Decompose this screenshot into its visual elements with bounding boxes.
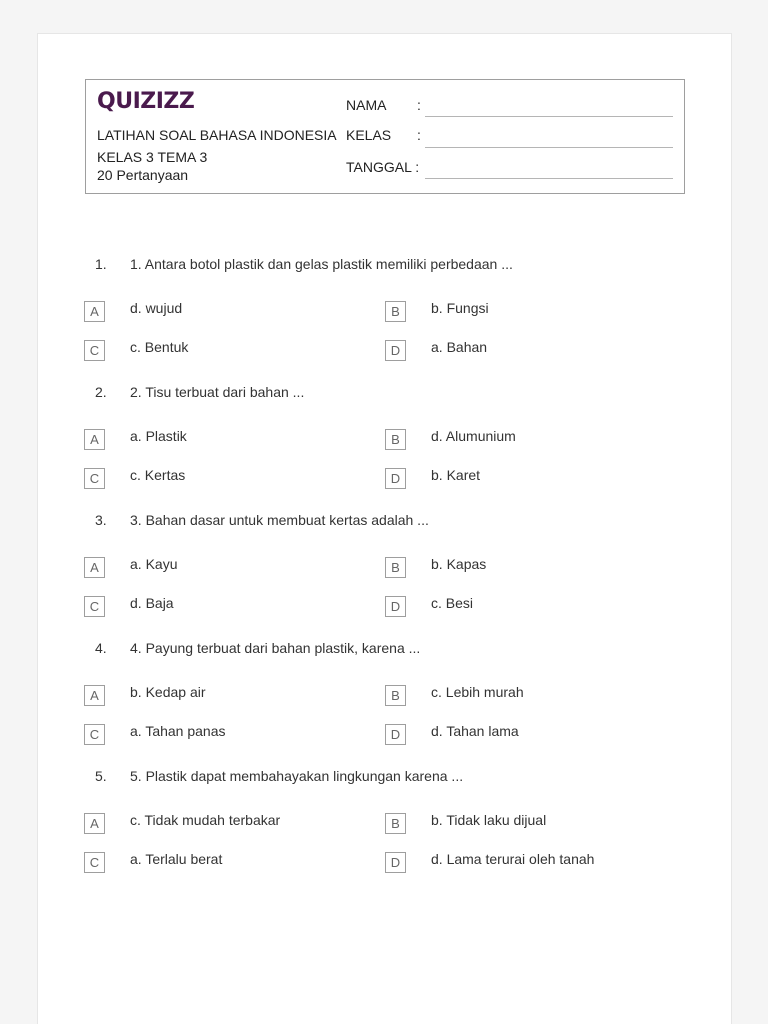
option-text: c. Bentuk (130, 339, 189, 355)
question-number: 5. (95, 768, 107, 784)
option-letter-box[interactable]: C (84, 468, 105, 489)
option-text: b. Tidak laku dijual (431, 812, 547, 828)
question-count: 20 Pertanyaan (97, 167, 189, 183)
worksheet-title-line2: KELAS 3 TEMA 3 (97, 149, 208, 165)
quizizz-logo: QUIZIZZ (97, 89, 195, 114)
option-text: d. Alumunium (431, 428, 516, 444)
option-letter-box[interactable]: C (84, 340, 105, 361)
option-letter-box[interactable]: B (385, 813, 406, 834)
option-text: b. Karet (431, 467, 481, 483)
option-text: b. Fungsi (431, 300, 489, 316)
option-text: a. Terlalu berat (130, 851, 223, 867)
option-letter-box[interactable]: D (385, 340, 406, 361)
option-text: a. Plastik (130, 428, 187, 444)
option-letter-box[interactable]: A (84, 557, 105, 578)
option-letter-box[interactable]: C (84, 724, 105, 745)
option-text: c. Tidak mudah terbakar (130, 812, 281, 828)
nama-input-line[interactable] (425, 116, 673, 117)
option-text: d. Tahan lama (431, 723, 519, 739)
option-letter-box[interactable]: B (385, 429, 406, 450)
option-letter-box[interactable]: B (385, 301, 406, 322)
question-number: 4. (95, 640, 107, 656)
question-number: 1. (95, 256, 107, 272)
option-letter-box[interactable]: D (385, 596, 406, 617)
option-letter-box[interactable]: C (84, 852, 105, 873)
tanggal-input-line[interactable] (425, 178, 673, 179)
question-text: 5. Plastik dapat membahayakan lingkungan karena ... (130, 768, 464, 784)
option-letter-box[interactable]: A (84, 685, 105, 706)
option-text: b. Kapas (431, 556, 487, 572)
option-text: b. Kedap air (130, 684, 206, 700)
option-text: c. Besi (431, 595, 474, 611)
option-text: d. Baja (130, 595, 174, 611)
kelas-input-line[interactable] (425, 147, 673, 148)
kelas-label: KELAS (346, 127, 392, 143)
option-letter-box[interactable]: A (84, 429, 105, 450)
option-text: d. Lama terurai oleh tanah (431, 851, 595, 867)
option-text: c. Kertas (130, 467, 186, 483)
option-letter-box[interactable]: B (385, 557, 406, 578)
worksheet-header (85, 79, 685, 194)
option-letter-box[interactable]: D (385, 852, 406, 873)
option-letter-box[interactable]: D (385, 724, 406, 745)
worksheet-page (37, 33, 732, 1024)
option-letter-box[interactable]: D (385, 468, 406, 489)
option-text: a. Bahan (431, 339, 488, 355)
worksheet-title-line1: LATIHAN SOAL BAHASA INDONESIA (97, 127, 337, 143)
question-text: 1. Antara botol plastik dan gelas plastik memiliki perbedaan ... (130, 256, 513, 272)
nama-label: NAMA (346, 97, 387, 113)
question-number: 2. (95, 384, 107, 400)
option-text: c. Lebih murah (431, 684, 524, 700)
option-text: d. wujud (130, 300, 183, 316)
option-letter-box[interactable]: A (84, 301, 105, 322)
kelas-colon: : (417, 127, 421, 143)
question-text: 3. Bahan dasar untuk membuat kertas adalah ... (130, 512, 429, 528)
option-text: a. Kayu (130, 556, 178, 572)
question-text: 4. Payung terbuat dari bahan plastik, karena ... (130, 640, 421, 656)
question-number: 3. (95, 512, 107, 528)
nama-colon: : (417, 97, 421, 113)
option-letter-box[interactable]: B (385, 685, 406, 706)
question-text: 2. Tisu terbuat dari bahan ... (130, 384, 305, 400)
tanggal-label: TANGGAL : (346, 159, 420, 175)
option-text: a. Tahan panas (130, 723, 226, 739)
option-letter-box[interactable]: C (84, 596, 105, 617)
option-letter-box[interactable]: A (84, 813, 105, 834)
